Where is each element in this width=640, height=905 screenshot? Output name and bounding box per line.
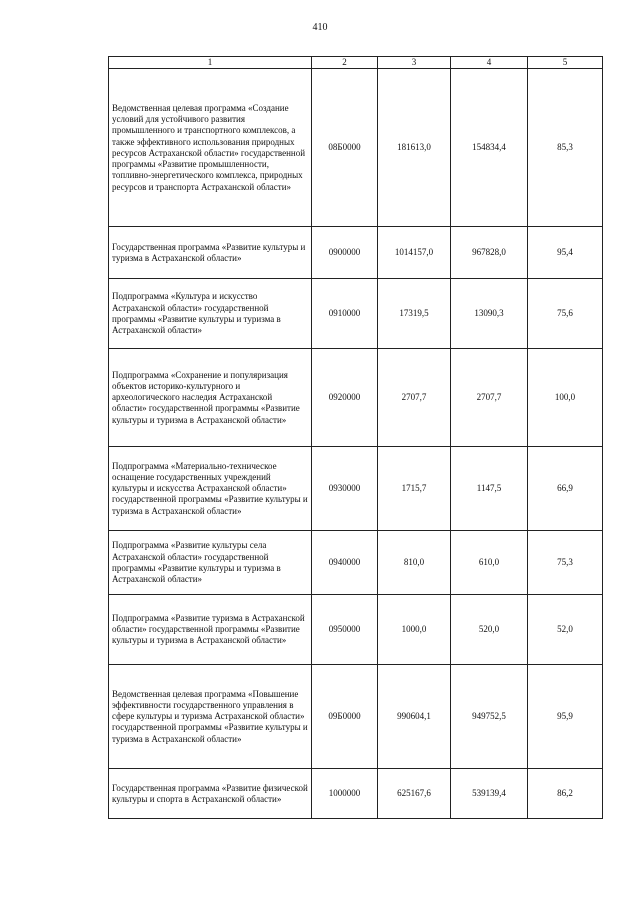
header-cell-5: 5 (528, 57, 603, 69)
value-col-4: 154834,4 (451, 69, 528, 227)
header-row (109, 57, 603, 69)
value-col-5: 85,3 (528, 69, 603, 227)
program-code: 0910000 (312, 279, 378, 349)
table-row (109, 447, 603, 531)
value-col-5: 100,0 (528, 349, 603, 447)
program-name: Государственная программа «Развитие физической культуры и спорта в Астраханской области» (109, 769, 312, 819)
program-name: Ведомственная целевая программа «Создание условий для устойчивого развития промышленного и транспортного комплексов, а также эффективного использования природных ресурсов Астраханской области» государственной программы «Развитие промышленности, топливно-энергетического комплекса, природных ресурсов и транспорта Астраханской области» (109, 69, 312, 227)
value-col-5: 95,9 (528, 665, 603, 769)
value-col-3: 2707,7 (378, 349, 451, 447)
value-col-4: 539139,4 (451, 769, 528, 819)
value-col-3: 990604,1 (378, 665, 451, 769)
value-col-5: 95,4 (528, 227, 603, 279)
program-name: Подпрограмма «Сохранение и популяризация объектов историко-культурного и археологического наследия Астраханской области» государственной программы «Развитие культуры и туризма в Астраханской области» (109, 349, 312, 447)
header-cell-3: 3 (378, 57, 451, 69)
page-number: 410 (312, 22, 328, 33)
value-col-5: 75,3 (528, 531, 603, 595)
program-name: Подпрограмма «Культура и искусство Астраханской области» государственной программы «Развитие культуры и туризма в Астраханской области» (109, 279, 312, 349)
program-name: Государственная программа «Развитие культуры и туризма в Астраханской области» (109, 227, 312, 279)
program-code: 09Б0000 (312, 665, 378, 769)
value-col-4: 967828,0 (451, 227, 528, 279)
table-row (109, 665, 603, 769)
value-col-4: 949752,5 (451, 665, 528, 769)
program-code: 0950000 (312, 595, 378, 665)
value-col-5: 66,9 (528, 447, 603, 531)
value-col-4: 13090,3 (451, 279, 528, 349)
value-col-3: 810,0 (378, 531, 451, 595)
table-row (109, 69, 603, 227)
table-row (109, 227, 603, 279)
value-col-5: 86,2 (528, 769, 603, 819)
value-col-4: 2707,7 (451, 349, 528, 447)
value-col-5: 75,6 (528, 279, 603, 349)
value-col-5: 52,0 (528, 595, 603, 665)
program-code: 0930000 (312, 447, 378, 531)
program-name: Подпрограмма «Развитие туризма в Астраханской области» государственной программы «Развитие культуры и туризма в Астраханской области» (109, 595, 312, 665)
value-col-3: 1014157,0 (378, 227, 451, 279)
table-row (109, 595, 603, 665)
program-code: 08Б0000 (312, 69, 378, 227)
program-name: Подпрограмма «Материально-техническое оснащение государственных учреждений культуры и искусства Астраханской области» государственной программы «Развитие культуры и туризма в Астраханской области» (109, 447, 312, 531)
table-row (109, 531, 603, 595)
value-col-4: 610,0 (451, 531, 528, 595)
program-code: 0900000 (312, 227, 378, 279)
value-col-3: 181613,0 (378, 69, 451, 227)
value-col-3: 1715,7 (378, 447, 451, 531)
table-row (109, 279, 603, 349)
program-code: 1000000 (312, 769, 378, 819)
program-name: Подпрограмма «Развитие культуры села Астраханской области» государственной программы «Развитие культуры и туризма в Астраханской области» (109, 531, 312, 595)
header-cell-4: 4 (451, 57, 528, 69)
program-code: 0940000 (312, 531, 378, 595)
header-cell-1: 1 (109, 57, 312, 69)
table-row (109, 769, 603, 819)
program-code: 0920000 (312, 349, 378, 447)
value-col-3: 1000,0 (378, 595, 451, 665)
header-cell-2: 2 (312, 57, 378, 69)
table-row (109, 349, 603, 447)
value-col-4: 520,0 (451, 595, 528, 665)
table-header (109, 57, 603, 69)
budget-table (108, 56, 603, 819)
program-name: Ведомственная целевая программа «Повышение эффективности государственного управления в сфере культуры и туризма Астраханской области» государственной программы «Развитие культуры и туризма в Астраханской области» (109, 665, 312, 769)
value-col-3: 17319,5 (378, 279, 451, 349)
value-col-4: 1147,5 (451, 447, 528, 531)
value-col-3: 625167,6 (378, 769, 451, 819)
